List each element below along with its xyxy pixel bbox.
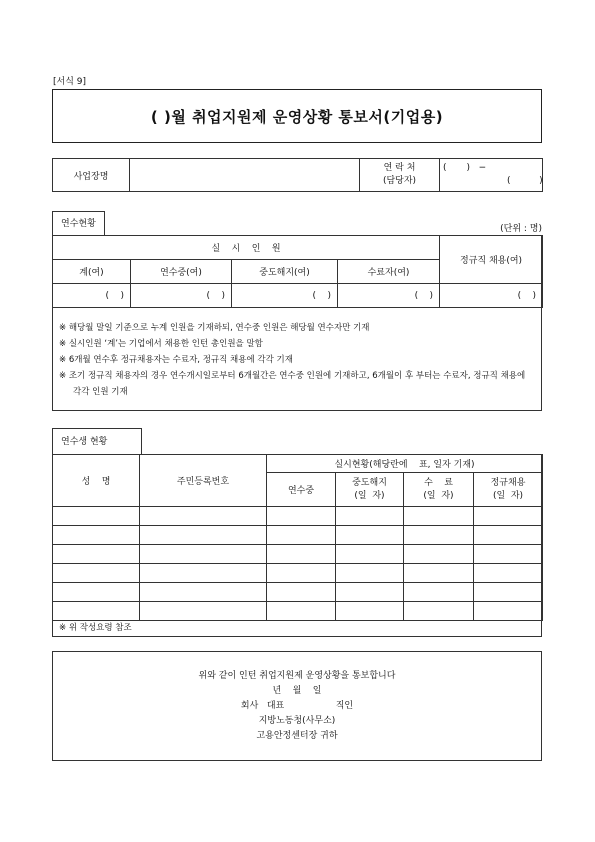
- contact-field[interactable]: [440, 159, 543, 192]
- training-cell[interactable]: [267, 526, 336, 545]
- name-cell[interactable]: [53, 545, 140, 564]
- col-complete-date: (일 자): [423, 490, 454, 501]
- col-regular-label: 정규채용: [490, 477, 526, 488]
- table-row: [53, 583, 543, 602]
- col-complete-label: 수 료: [424, 477, 453, 488]
- unit-label: (단위 : 명): [500, 224, 542, 234]
- regular-cell[interactable]: [474, 602, 543, 621]
- col-regular: [474, 473, 543, 507]
- trainee-section-tab: 연수생 현황: [52, 428, 142, 455]
- notice-office: 지방노동청(사무소): [258, 716, 336, 726]
- contact-phone: ( ) −: [443, 163, 487, 173]
- col-training: 연수중: [267, 473, 336, 507]
- id-cell[interactable]: [140, 564, 267, 583]
- col-dropout-label: 중도해지: [352, 477, 387, 488]
- regular-cell[interactable]: [474, 526, 543, 545]
- id-cell[interactable]: [140, 507, 267, 526]
- paren-placeholder: ( ): [312, 290, 331, 301]
- id-cell[interactable]: [140, 583, 267, 602]
- table-row: [53, 602, 543, 621]
- name-header: 성 명: [53, 455, 140, 507]
- table-row: [53, 564, 543, 583]
- complete-cell[interactable]: [404, 507, 474, 526]
- trainee-group-header: 실시현황(해당란에 표, 일자 기재): [267, 455, 543, 473]
- status-section: [52, 235, 542, 411]
- note-item: ※ 조기 정규직 채용자의 경우 연수개시일로부터 6개월간은 연수중 인원에 기재하고, 6개월이 후 부터는 수료자, 정규직 채용에 각각 인원 기재: [59, 371, 526, 397]
- dropout-cell[interactable]: [336, 507, 404, 526]
- training-cell[interactable]: [267, 602, 336, 621]
- regular-hire-value-cell[interactable]: [440, 284, 543, 308]
- id-header: 주민등록번호: [140, 455, 267, 507]
- name-cell[interactable]: [53, 602, 140, 621]
- id-cell[interactable]: [140, 602, 267, 621]
- name-cell[interactable]: [53, 507, 140, 526]
- contact-label: [360, 159, 440, 192]
- complete-cell[interactable]: [404, 545, 474, 564]
- status-table: [52, 235, 543, 308]
- business-info-table: [52, 158, 543, 192]
- col-regular-date: (일 자): [492, 490, 524, 501]
- regular-cell[interactable]: [474, 564, 543, 583]
- paren-placeholder: ( ): [206, 290, 225, 301]
- regular-hire-header: 정규직 채용(여): [440, 236, 543, 284]
- dropout-cell[interactable]: [336, 602, 404, 621]
- col-training-header: 연수중(여): [131, 260, 232, 284]
- regular-cell[interactable]: [474, 507, 543, 526]
- col-dropout: [336, 473, 404, 507]
- trainee-footnote: ※ 위 작성요령 참조: [59, 623, 132, 633]
- name-cell[interactable]: [53, 564, 140, 583]
- training-cell[interactable]: [267, 507, 336, 526]
- table-row: [53, 507, 543, 526]
- dropout-value-cell[interactable]: [232, 284, 338, 308]
- note-item: ※ 해당월 말일 기준으로 누계 인원을 기재하되, 연수중 인원은 해당월 연수자만 기재: [59, 323, 370, 333]
- notice-signature: 회사 대표 직인: [240, 701, 354, 711]
- business-name-field[interactable]: [130, 159, 360, 192]
- contact-person: ( ): [507, 176, 543, 186]
- notice-recipient: 고용안정센터장 귀하: [256, 731, 338, 741]
- notice-date: 년 월 일: [272, 686, 322, 696]
- table-row: [53, 545, 543, 564]
- training-cell[interactable]: [267, 545, 336, 564]
- total-value-cell[interactable]: [53, 284, 131, 308]
- dropout-cell[interactable]: [336, 583, 404, 602]
- contact-label-2: (담당자): [382, 176, 417, 186]
- id-cell[interactable]: [140, 545, 267, 564]
- contact-label-1: 연 락 처: [383, 163, 416, 173]
- complete-cell[interactable]: [404, 564, 474, 583]
- name-cell[interactable]: [53, 583, 140, 602]
- status-section-tab: 연수현황: [52, 211, 105, 236]
- dropout-cell[interactable]: [336, 564, 404, 583]
- trainee-section: [52, 454, 542, 637]
- regular-cell[interactable]: [474, 545, 543, 564]
- dropout-cell[interactable]: [336, 545, 404, 564]
- paren-placeholder: ( ): [414, 290, 434, 301]
- table-row: [53, 526, 543, 545]
- notice-line: 위와 같이 인턴 취업지원제 운영상황을 통보합니다: [198, 671, 396, 681]
- name-cell[interactable]: [53, 526, 140, 545]
- col-complete-header: 수료자(여): [338, 260, 440, 284]
- status-notes: [59, 320, 534, 400]
- id-cell[interactable]: [140, 526, 267, 545]
- col-total-header: 계(여): [53, 260, 131, 284]
- business-name-label: 사업장명: [53, 159, 130, 192]
- paren-placeholder: ( ): [105, 290, 124, 301]
- note-item: ※ 실시인원 ‘계’는 기업에서 채용한 인턴 총인원을 말함: [59, 339, 263, 349]
- note-item: ※ 6개월 연수후 정규채용자는 수료자, 정규직 채용에 각각 기재: [59, 355, 293, 365]
- complete-cell[interactable]: [404, 526, 474, 545]
- regular-cell[interactable]: [474, 583, 543, 602]
- paren-placeholder: ( ): [517, 290, 537, 301]
- complete-cell[interactable]: [404, 602, 474, 621]
- complete-value-cell[interactable]: [338, 284, 440, 308]
- training-value-cell[interactable]: [131, 284, 232, 308]
- status-group-header: 실 시 인 원: [53, 236, 440, 260]
- dropout-cell[interactable]: [336, 526, 404, 545]
- complete-cell[interactable]: [404, 583, 474, 602]
- form-title: ( )월 취업지원제 운영상황 통보서(기업용): [150, 107, 444, 126]
- col-dropout-header: 중도해지(여): [232, 260, 338, 284]
- trainee-table: [52, 454, 543, 621]
- form-number: [서식 9]: [53, 77, 86, 87]
- notice-box: [52, 651, 542, 761]
- form-title-box: [52, 89, 542, 143]
- training-cell[interactable]: [267, 583, 336, 602]
- col-dropout-date: (일 자): [354, 490, 385, 501]
- col-complete: [404, 473, 474, 507]
- training-cell[interactable]: [267, 564, 336, 583]
